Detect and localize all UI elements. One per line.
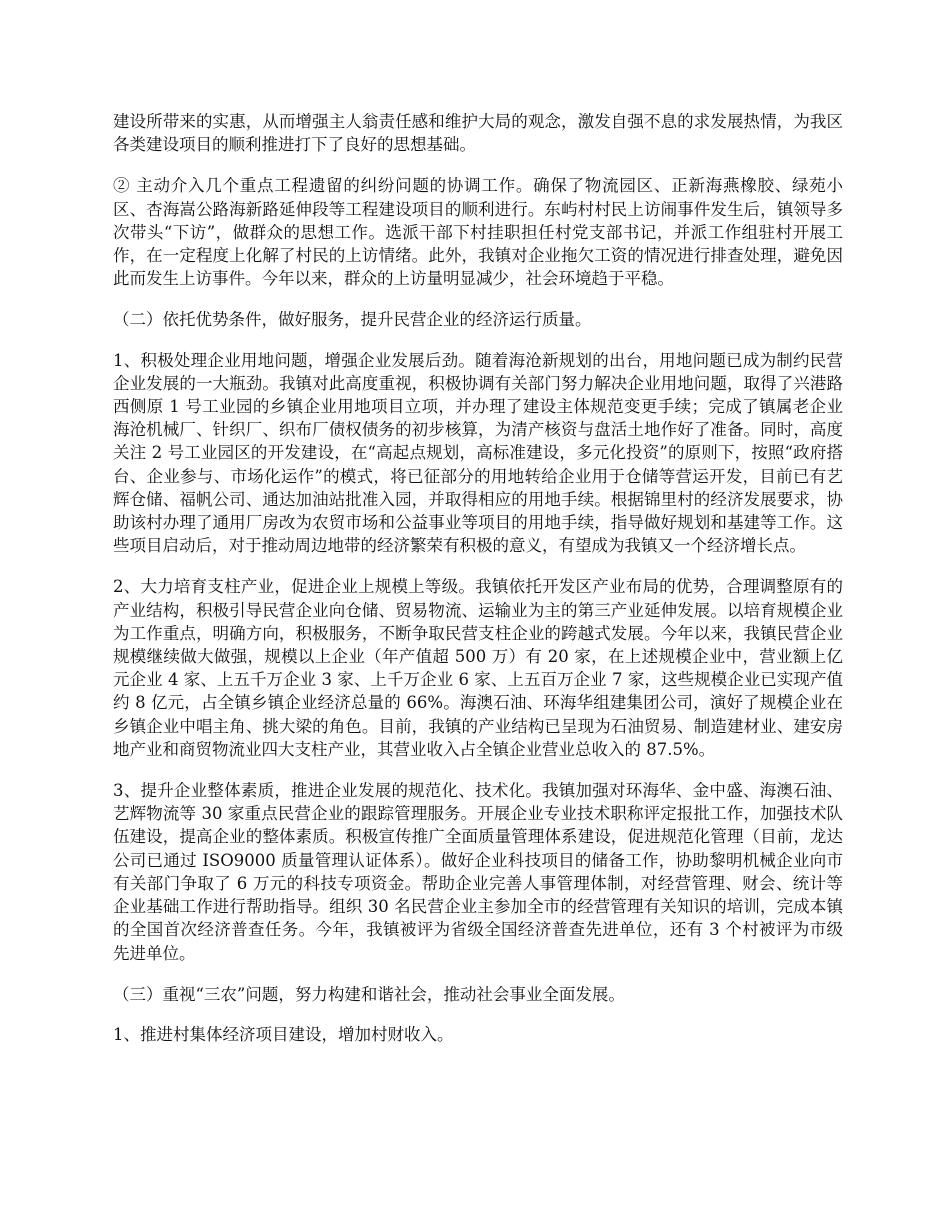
paragraph-village-economy: 1、推进村集体经济项目建设，增加村财收入。 [113,1024,454,1044]
paragraph-enterprise-quality: 3、提升企业整体素质，推进企业发展的规范化、技术化。我镇加强对环海华、金中盛、海澳石油、艺辉物流等 30 家重点民营企业的跟踪管理服务。开展企业专业技术职称评定报批工作，加强技术队伍建设，提高企业的整体素质。积极宣传推广全面质量管理体系建设，促进规范化管理（目前，龙达公司已通过 ISO9000 质量管理认证体系）。做好企业科技项目的储备工作，协助黎明机械企业向市有关部门争取了 6 万元的科技专项资金。帮助企业完善人事管理体制，对经营管理、财会、统计等企业基础工作进行帮助指导。组织 30 名民营企业主参加全市的经营管理有关知识的培训，完成本镇的全国首次经济普查任务。今年，我镇被评为省级全国经济普查先进单位，还有 3 个村被评为市级先进单位。 [113,781,843,963]
document-page [113,110,843,1064]
paragraph-land-use: 1、积极处理企业用地问题，增强企业发展后劲。随着海沧新规划的出台，用地问题已成为制约民营企业发展的一大瓶劲。我镇对此高度重视，积极协调有关部门努力解决企业用地问题，取得了兴港路西侧原 1 号工业园的乡镇企业用地项目立项，并办理了建设主体规范变更手续；完成了镇属老企业海沧机械厂、针织厂、织布厂债权债务的初步核算，为清产核资与盘活土地作好了准备。同时，高度关注 2 号工业园区的开发建设，在“高起点规划，高标准建设，多元化投资”的原则下，按照“政府搭台、企业参与、市场化运作”的模式，将已征部分的用地转给企业用于仓储等营运开发，目前已有艺辉仓储、福帆公司、通达加油站批准入园，并取得相应的用地手续。根据锦里村的经济发展要求，协助该村办理了通用厂房改为农贸市场和公益事业等项目的用地手续，指导做好规划和基建等工作。这些项目启动后，对于推动周边地带的经济繁荣有积极的意义，有望成为我镇又一个经济增长点。 [113,350,843,556]
paragraph-intro-continuation: 建设所带来的实惠，从而增强主人翁责任感和维护大局的观念，激发自强不息的求发展热情，为我区各类建设项目的顺利推进打下了良好的思想基础。 [113,112,843,155]
section-heading-3: （三）重视“三农”问题，努力构建和谐社会，推动社会事业全面发展。 [113,984,625,1004]
paragraph-pillar-industries: 2、大力培育支柱产业，促进企业上规模上等级。我镇依托开发区产业布局的优势，合理调整原有的产业结构，积极引导民营企业向仓储、贸易物流、运输业为主的第三产业延伸发展。以培育规模企业为工作重点，明确方向，积极服务，不断争取民营支柱企业的跨越式发展。今年以来，我镇民营企业规模继续做大做强，规模以上企业（年产值超 500 万）有 20 家，在上述规模企业中，营业额上亿元企业 4 家、上五千万企业 3 家、上千万企业 6 家、上五百万企业 7 家，这些规模企业已实现产值约 8 亿元，占全镇乡镇企业经济总量的 66%。海澳石油、环海华组建集团公司，演好了规模企业在乡镇企业中唱主角、挑大梁的角色。目前，我镇的产业结构已呈现为石油贸易、制造建材业、建安房地产业和商贸物流业四大支柱产业，其营业收入占全镇企业营业总收入的 87.5%。 [113,577,843,759]
paragraph-dispute-coordination: ② 主动介入几个重点工程遗留的纠纷问题的协调工作。确保了物流园区、正新海燕橡胶、绿苑小区、杏海嵩公路海新路延伸段等工程建设项目的顺利进行。东屿村村民上访闹事件发生后，镇领导多次带头“下访”，做群众的思想工作。选派干部下村挂职担任村党支部书记，并派工作组驻村开展工作，在一定程度上化解了村民的上访情绪。此外，我镇对企业拖欠工资的情况进行排查处理，避免因此而发生上访事件。今年以来，群众的上访量明显减少，社会环境趋于平稳。 [113,176,843,289]
section-heading-2: （二）依托优势条件，做好服务，提升民营企业的经济运行质量。 [113,310,592,330]
